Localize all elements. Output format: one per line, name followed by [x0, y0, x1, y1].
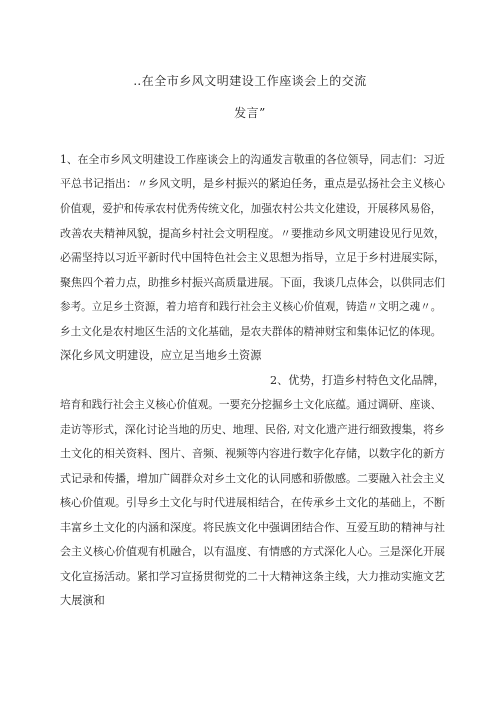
body-line: 走访等形式，深化讨论当地的历史、地理、民俗, 对文化遗产进行细致搜集，将乡 [60, 423, 445, 436]
body-line: 2、优势，打造乡村特色文化品牌， [270, 374, 445, 387]
body-line: 改善农夫精神风貌，提高乡村社会文明程度。〃要推动乡风文明建设见行见效， [60, 227, 445, 240]
document-title-line-1: ‥在全市乡风文明建设工作座谈会上的交流 [133, 74, 367, 88]
body-line: 1、在全市乡风文明建设工作座谈会上的沟通发言敬重的各位领导，同志们：习近 [60, 153, 445, 166]
body-line: 参考。立足乡土资源，着力培育和践行社会主义核心价值观，铸造〃文明之魂〃。 [60, 301, 442, 313]
document-title-line-2: 发言” [234, 106, 266, 120]
body-line: 价值观，爱护和传承农村优秀传统文化，加强农村公共文化建设，开展移风易俗， [60, 203, 442, 215]
body-line: 培育和践行社会主义核心价值观。一要充分挖掘乡土文化底蕴。通过调研、座谈、 [60, 399, 442, 411]
body-line: 深化乡风文明建设，应立足当地乡土资源 [60, 349, 262, 362]
body-line: 大展演和 [60, 594, 105, 607]
body-line: 会主义核心价值观有机融合，以有温度、有情感的方式深化人心。三是深化开展 [60, 545, 445, 558]
body-line: 文化宣扬活动。紧扣学习宣扬贯彻党的二十大精神这条主线，大力推动实施文艺 [60, 570, 445, 583]
body-line: 聚焦四个着力点，助推乡村振兴高质量进展。下面，我谈几点体会，以供同志们 [60, 276, 445, 289]
body-line: 土文化的相关资料、图片、音频、视频等内容进行数字化存储，以数字化的新方 [60, 447, 445, 460]
body-line: 核心价值观。引导乡土文化与时代进展相结合，在传承乡土文化的基础上，不断 [60, 496, 445, 509]
body-line: 式记录和传播，增加广阔群众对乡土文化的认同感和骄傲感。二要融入社会主义 [60, 472, 445, 485]
body-line: 平总书记指出：〃乡风文明，是乡村振兴的紧迫任务，重点是弘扬社会主义核心 [60, 177, 445, 190]
body-line: 必需坚持以习近平新时代中国特色社会主义思想为指导，立足于乡村进展实际， [60, 251, 445, 264]
body-line: 丰富乡土文化的内涵和深度。将民族文化中强调团结合作、互爱互助的精神与社 [60, 521, 445, 534]
body-line: 乡土文化是农村地区生活的文化基础，是农夫群体的精神财宝和集体记忆的体现。 [60, 326, 442, 338]
